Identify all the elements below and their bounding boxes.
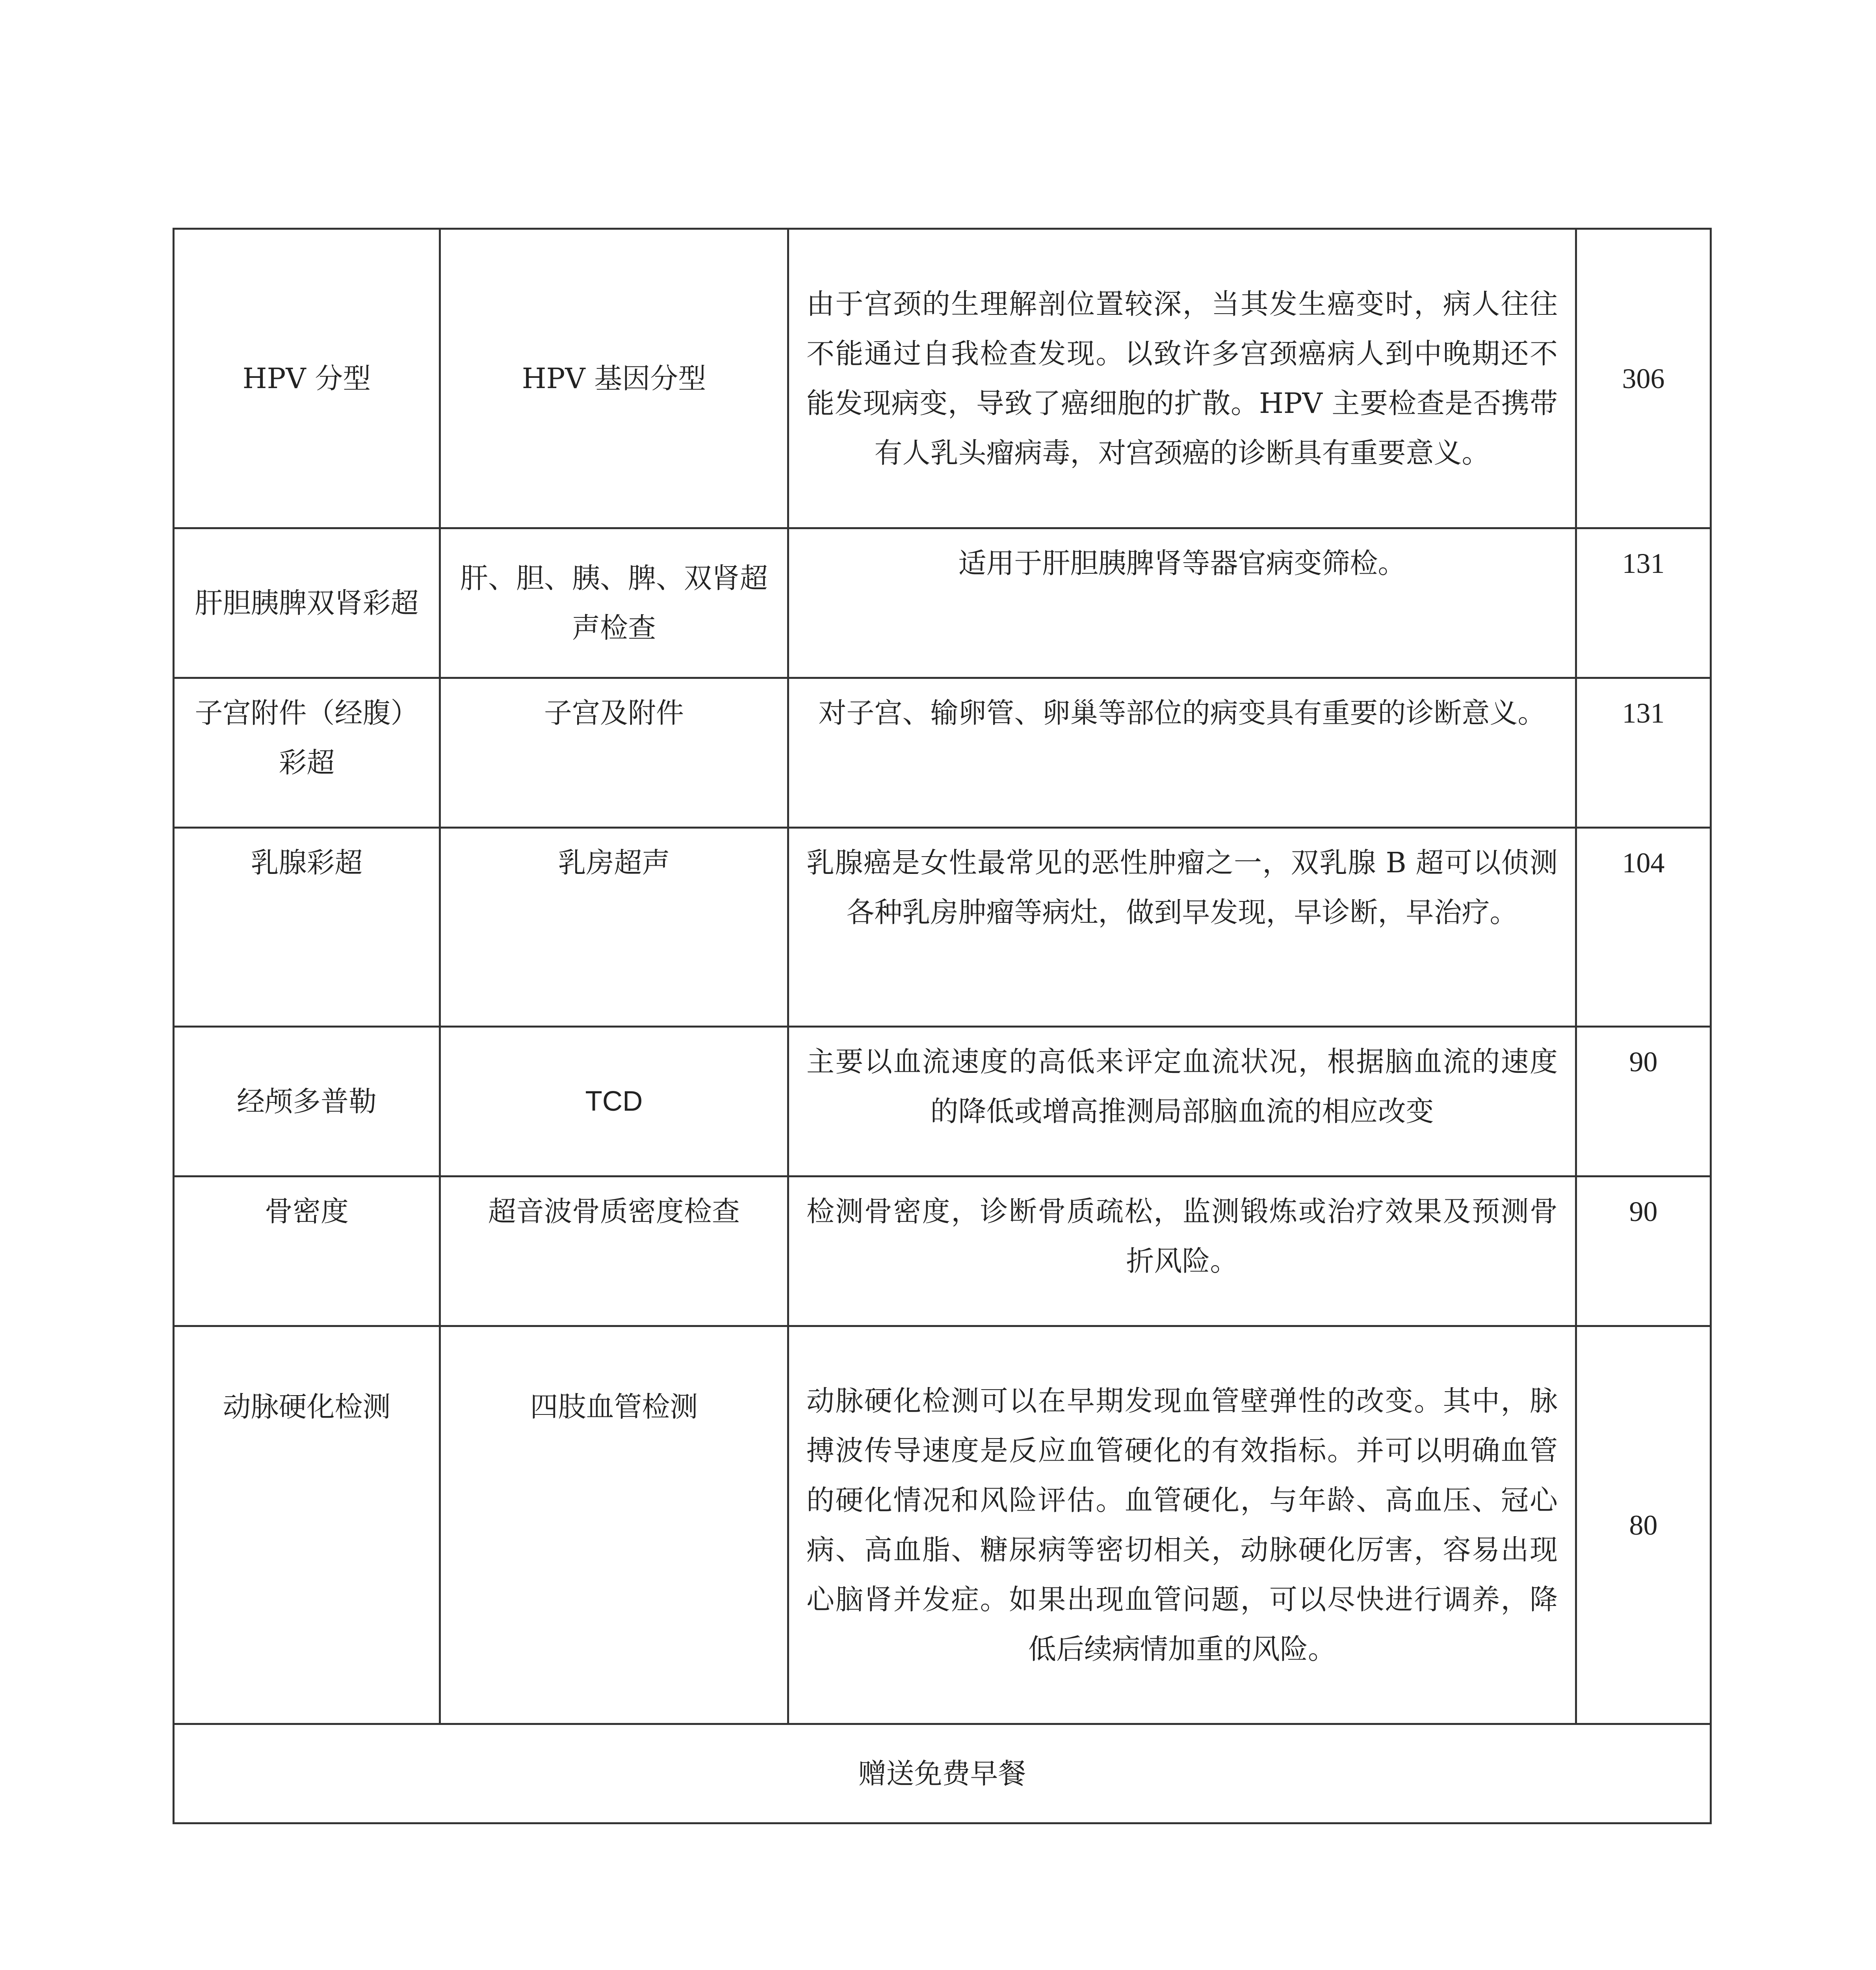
item-price-cell: 90 — [1576, 1176, 1711, 1326]
item-price-cell: 131 — [1576, 528, 1711, 678]
item-price-cell: 104 — [1576, 828, 1711, 1027]
table-row — [174, 828, 1711, 1027]
table-row — [174, 229, 1711, 528]
item-price-cell: 131 — [1576, 678, 1711, 828]
item-name-cell: 子宫附件（经腹）彩超 — [174, 678, 440, 828]
item-description-cell: 由于宫颈的生理解剖位置较深，当其发生癌变时，病人往往不能通过自我检查发现。以致许多宫颈癌病人到中晚期还不能发现病变，导致了癌细胞的扩散。HPV 主要检查是否携带有人乳头瘤病毒，对宫颈癌的诊断具有重要意义。 — [788, 229, 1576, 528]
table-row — [174, 1027, 1711, 1176]
footer-note: 赠送免费早餐 — [174, 1724, 1711, 1823]
item-description-cell: 乳腺癌是女性最常见的恶性肿瘤之一，双乳腺 B 超可以侦测各种乳房肿瘤等病灶，做到早发现，早诊断，早治疗。 — [788, 828, 1576, 1027]
item-name-cell: 乳腺彩超 — [174, 828, 440, 1027]
table-footer-row — [174, 1724, 1711, 1823]
item-content-cell: 乳房超声 — [440, 828, 788, 1027]
item-content-cell: 四肢血管检测 — [440, 1326, 788, 1724]
exam-items-table — [173, 228, 1712, 1824]
item-name-cell: 经颅多普勒 — [174, 1027, 440, 1176]
item-description-cell: 对子宫、输卵管、卵巢等部位的病变具有重要的诊断意义。 — [788, 678, 1576, 828]
item-name-cell: 动脉硬化检测 — [174, 1326, 440, 1724]
item-price-cell: 80 — [1576, 1326, 1711, 1724]
item-description-cell: 动脉硬化检测可以在早期发现血管壁弹性的改变。其中，脉搏波传导速度是反应血管硬化的有效指标。并可以明确血管的硬化情况和风险评估。血管硬化，与年龄、高血压、冠心病、高血脂、糖尿病等密切相关，动脉硬化厉害，容易出现心脑肾并发症。如果出现血管问题，可以尽快进行调养，降低后续病情加重的风险。 — [788, 1326, 1576, 1724]
table-row — [174, 1326, 1711, 1724]
item-description-cell: 适用于肝胆胰脾肾等器官病变筛检。 — [788, 528, 1576, 678]
table-row — [174, 1176, 1711, 1326]
item-description-cell: 检测骨密度，诊断骨质疏松，监测锻炼或治疗效果及预测骨折风险。 — [788, 1176, 1576, 1326]
item-name-cell: 肝胆胰脾双肾彩超 — [174, 528, 440, 678]
item-content-cell: HPV 基因分型 — [440, 229, 788, 528]
item-content-cell: 肝、胆、胰、脾、双肾超声检查 — [440, 528, 788, 678]
table-row — [174, 678, 1711, 828]
item-price-cell: 306 — [1576, 229, 1711, 528]
item-content-cell: 超音波骨质密度检查 — [440, 1176, 788, 1326]
item-description-cell: 主要以血流速度的高低来评定血流状况，根据脑血流的速度的降低或增高推测局部脑血流的相应改变 — [788, 1027, 1576, 1176]
item-content-cell: TCD — [440, 1027, 788, 1176]
item-price-cell: 90 — [1576, 1027, 1711, 1176]
item-name-cell: 骨密度 — [174, 1176, 440, 1326]
item-content-cell: 子宫及附件 — [440, 678, 788, 828]
table-row — [174, 528, 1711, 678]
item-name-cell: HPV 分型 — [174, 229, 440, 528]
